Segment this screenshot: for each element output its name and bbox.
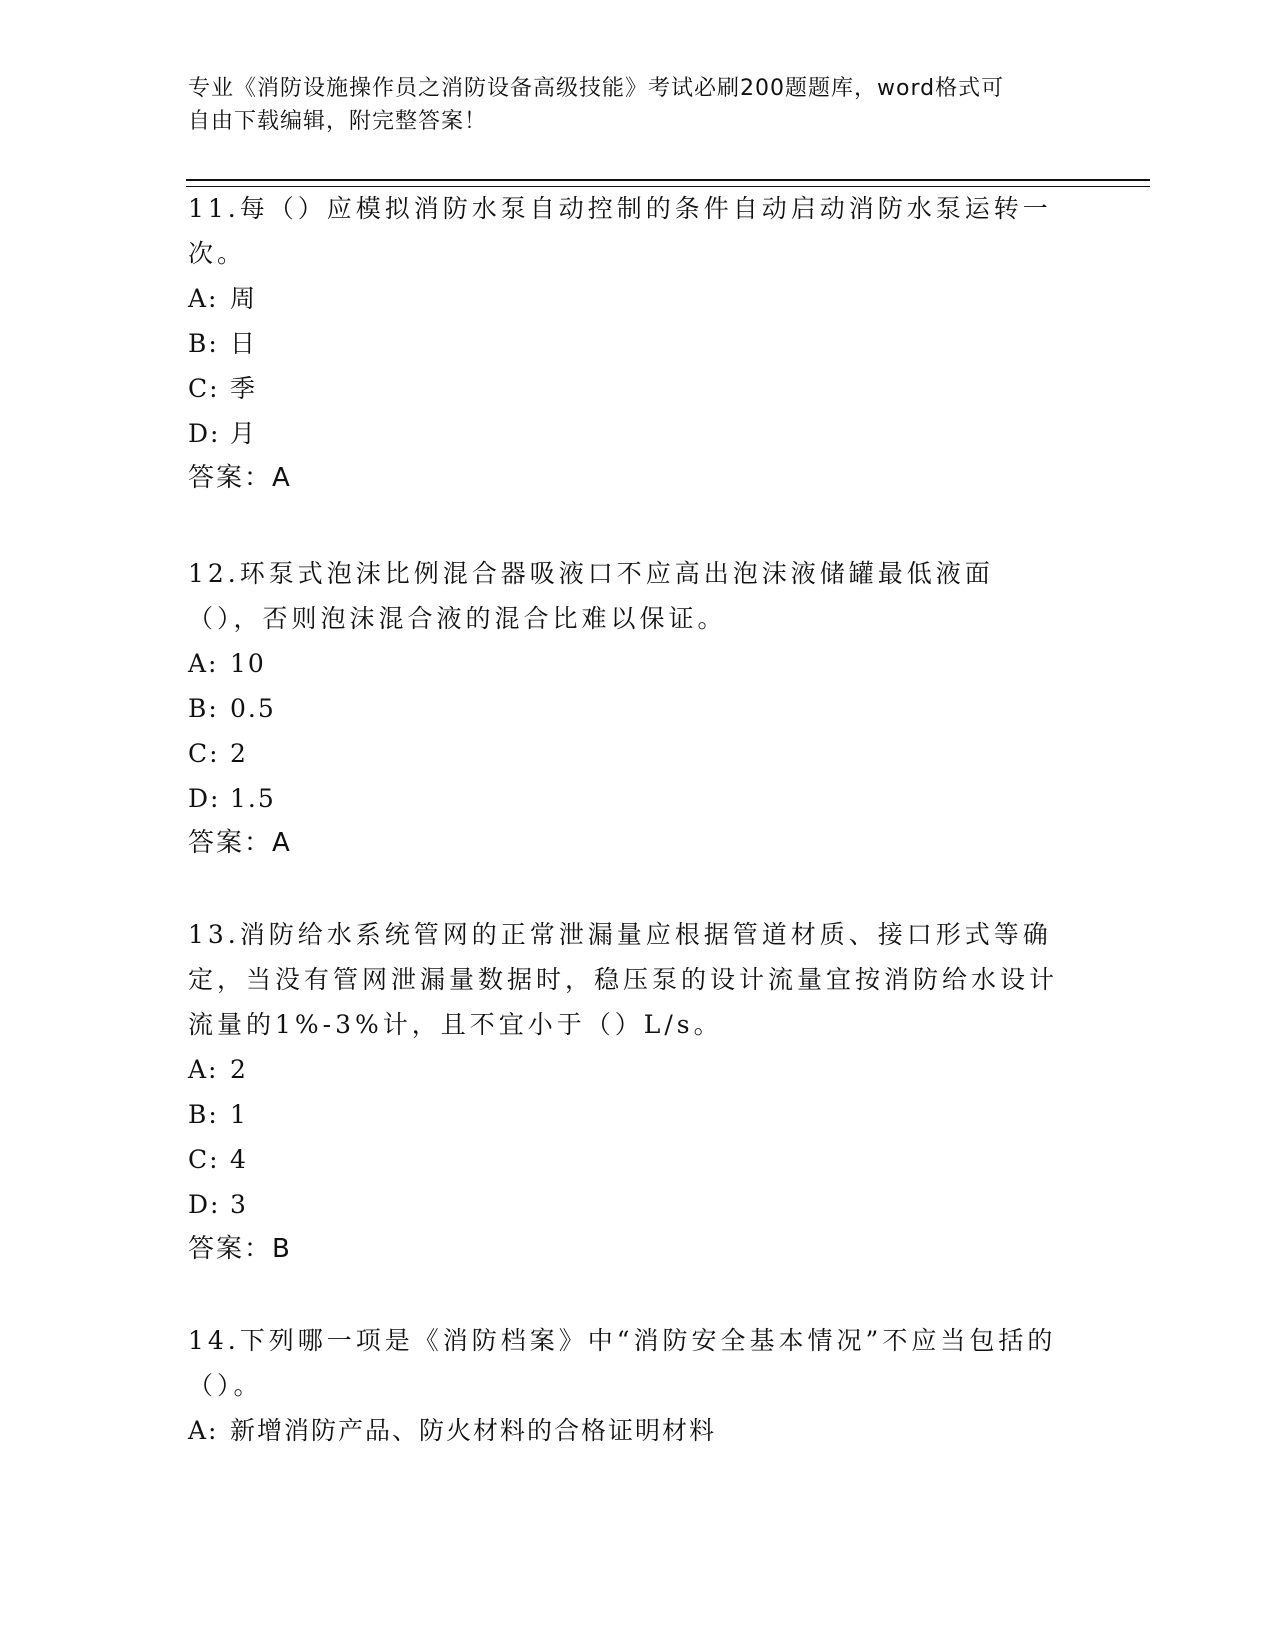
option-value: 3 xyxy=(230,1190,248,1219)
option-key: A: xyxy=(188,1055,219,1084)
option-value: 2 xyxy=(230,1055,248,1084)
option-value: 0.5 xyxy=(230,694,276,723)
option-c xyxy=(188,366,1068,411)
option-d xyxy=(188,776,1068,821)
option-key: A: xyxy=(188,284,219,313)
option-key: C: xyxy=(188,374,220,403)
option-value: 4 xyxy=(230,1145,248,1174)
question-11 xyxy=(188,186,1068,501)
option-value: 季 xyxy=(230,374,258,403)
option-key: C: xyxy=(188,739,220,768)
option-d xyxy=(188,411,1068,456)
option-a xyxy=(188,276,1068,321)
question-14 xyxy=(188,1318,1068,1453)
option-a xyxy=(188,641,1068,686)
option-key: D: xyxy=(188,1190,221,1219)
question-12 xyxy=(188,551,1068,866)
option-value: 日 xyxy=(230,329,258,358)
option-value: 月 xyxy=(230,419,258,448)
option-value: 新增消防产品、防火材料的合格证明材料 xyxy=(230,1416,717,1445)
option-c xyxy=(188,731,1068,776)
header-line-1: 专业《消防设施操作员之消防设备高级技能》考试必刷200题题库，word格式可 xyxy=(188,76,1005,101)
option-key: C: xyxy=(188,1145,220,1174)
option-d xyxy=(188,1182,1068,1227)
option-key: A: xyxy=(188,649,219,678)
question-text: 13.消防给水系统管网的正常泄漏量应根据管道材质、接口形式等确定，当没有管网泄漏量数据时，稳压泵的设计流量宜按消防给水设计流量的1%-3%计，且不宜小于（）L/s。 xyxy=(188,920,1059,1039)
option-b xyxy=(188,686,1068,731)
option-c xyxy=(188,1137,1068,1182)
option-b xyxy=(188,321,1068,366)
question-text: 12.环泵式泡沫比例混合器吸液口不应高出泡沫液储罐最低液面（），否则泡沫混合液的混合比难以保证。 xyxy=(188,559,994,633)
option-key: D: xyxy=(188,784,221,813)
option-key: A: xyxy=(188,1416,219,1445)
answer: 答案：B xyxy=(188,1234,292,1264)
option-key: B: xyxy=(188,329,219,358)
option-value: 1 xyxy=(230,1100,248,1129)
option-value: 周 xyxy=(230,284,258,313)
document-header xyxy=(188,72,1068,138)
header-line-2: 自由下载编辑，附完整答案！ xyxy=(188,109,488,134)
question-text: 11.每（）应模拟消防水泵自动控制的条件自动启动消防水泵运转一次。 xyxy=(188,194,1052,268)
option-a xyxy=(188,1047,1068,1092)
option-b xyxy=(188,1092,1068,1137)
question-13 xyxy=(188,912,1068,1272)
option-value: 10 xyxy=(230,649,266,678)
option-a xyxy=(188,1408,1068,1453)
header-divider-thick xyxy=(186,179,1150,181)
option-key: B: xyxy=(188,694,219,723)
option-value: 1.5 xyxy=(230,784,276,813)
option-value: 2 xyxy=(230,739,248,768)
answer: 答案：A xyxy=(188,828,292,858)
question-text: 14.下列哪一项是《消防档案》中“消防安全基本情况”不应当包括的（）。 xyxy=(188,1326,1057,1400)
option-key: D: xyxy=(188,419,221,448)
answer: 答案：A xyxy=(188,463,292,493)
option-key: B: xyxy=(188,1100,219,1129)
